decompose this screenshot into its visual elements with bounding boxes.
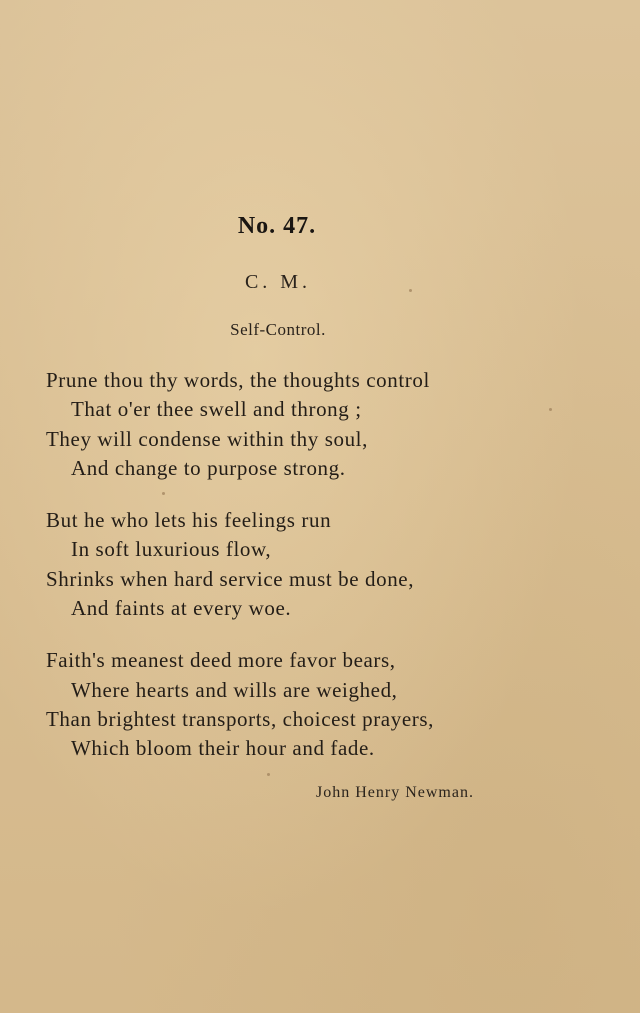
poem-line: Than brightest transports, choicest prayers, (46, 706, 434, 731)
poem-line: In soft luxurious flow, (71, 537, 272, 562)
poem-line: Which bloom their hour and fade. (71, 736, 375, 761)
poem-line: Where hearts and wills are weighed, (71, 677, 398, 702)
paper-speck (267, 773, 270, 776)
paper-speck (409, 289, 412, 292)
paper-speck (549, 408, 552, 411)
poem-line: That o'er thee swell and throng ; (71, 397, 362, 422)
stanza-2 (46, 506, 546, 623)
poem-line: And change to purpose strong. (71, 455, 346, 480)
poem-line: Shrinks when hard service must be done, (46, 566, 415, 591)
author-attribution: John Henry Newman. (316, 784, 474, 801)
poem-line: And faints at every woe. (71, 596, 292, 621)
paper-speck (162, 492, 165, 495)
poem-line: Prune thou thy words, the thoughts control (46, 368, 430, 392)
stanza-1 (46, 366, 546, 483)
hymn-number: No. 47. (237, 213, 317, 239)
poem-line: Faith's meanest deed more favor bears, (46, 648, 396, 673)
poem-body (46, 366, 546, 787)
hymn-title: Self-Control. (230, 320, 326, 339)
stanza-3 (46, 646, 546, 763)
poem-line: But he who lets his feelings run (46, 508, 332, 533)
hymn-meter: C. M. (244, 271, 312, 293)
poem-line: They will condense within thy soul, (46, 426, 368, 451)
